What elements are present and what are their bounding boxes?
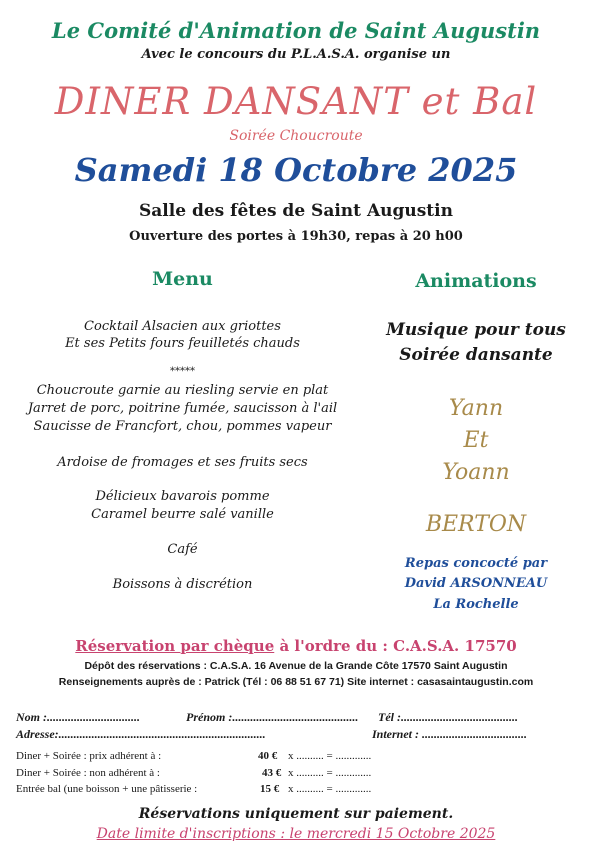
deposit-info: Dépôt des réservations : C.A.S.A. 16 Avenue de la Grande Côte 17570 Saint Augustin <box>84 660 508 672</box>
menu-heading: Menu <box>152 268 213 290</box>
artist-first-name-1: Yann <box>448 396 504 421</box>
field-nom[interactable]: Nom :............................... <box>16 710 140 724</box>
menu-separator: ***** <box>170 366 195 377</box>
event-title: DINER DANSANT et Bal <box>54 80 538 123</box>
price-label-member: Diner + Soirée : prix adhérent à : <box>16 750 162 762</box>
artist-surname: BERTON <box>425 512 527 537</box>
price-label-ball: Entrée bal (une boisson + une pâtisserie : <box>16 783 198 795</box>
reservation-line <box>0 637 592 655</box>
menu-item: Délicieux bavarois pomme <box>95 489 270 504</box>
meal-by: Repas concocté par <box>404 556 548 571</box>
field-tel[interactable]: Tél :....................................... <box>378 710 518 724</box>
menu-item: Café <box>167 542 198 557</box>
chef-name: David ARSONNEAU <box>404 576 548 591</box>
chef-city: La Rochelle <box>433 597 519 612</box>
menu-item: Cocktail Alsacien aux griottes <box>84 319 281 334</box>
event-subtitle: Soirée Choucroute <box>229 128 363 144</box>
price-quantity-member[interactable]: x .......... = ............. <box>288 750 372 762</box>
music-line-2: Soirée dansante <box>399 345 553 365</box>
price-value-non-member: 43 € <box>262 767 282 779</box>
menu-item: Et ses Petits fours feuilletés chauds <box>65 336 300 351</box>
event-date: Samedi 18 Octobre 2025 <box>74 151 518 189</box>
price-quantity-non-member[interactable]: x .......... = ............. <box>288 767 372 779</box>
field-internet[interactable]: Internet : ................................... <box>372 727 528 741</box>
field-adresse[interactable]: Adresse:..................................................................... <box>16 727 266 741</box>
music-line-1: Musique pour tous <box>386 320 566 340</box>
contest-line: Avec le concours du P.L.A.S.A. organise un <box>141 47 451 62</box>
price-value-member: 40 € <box>258 750 278 762</box>
reservation-by-cheque: Réservation par chèque <box>75 637 275 655</box>
opening-hours: Ouverture des portes à 19h30, repas à 20 h00 <box>129 229 463 244</box>
menu-item: Ardoise de fromages et ses fruits secs <box>57 455 308 470</box>
artist-first-name-2: Yoann <box>442 460 510 485</box>
price-value-ball: 15 € <box>260 783 280 795</box>
payment-note: Réservations uniquement sur paiement. <box>138 806 454 822</box>
organizer-title: Le Comité d'Animation de Saint Augustin <box>51 18 541 43</box>
animations-heading: Animations <box>415 270 537 292</box>
menu-item: Caramel beurre salé vanille <box>91 507 274 522</box>
menu-item: Jarret de porc, poitrine fumée, saucisson à l'ail <box>27 401 338 416</box>
artist-and: Et <box>463 428 489 453</box>
venue: Salle des fêtes de Saint Augustin <box>139 201 453 221</box>
price-quantity-ball[interactable]: x .......... = ............. <box>288 783 372 795</box>
price-label-non-member: Diner + Soirée : non adhérent à : <box>16 767 160 779</box>
contact-info: Renseignements auprès de : Patrick (Tél : 06 88 51 67 71) Site internet : casasaintaugustin.com <box>58 676 534 688</box>
field-prenom[interactable]: Prénom :.......................................... <box>186 710 359 724</box>
deadline-note: Date limite d'inscriptions : le mercredi 15 Octobre 2025 <box>96 826 496 842</box>
menu-item: Choucroute garnie au riesling servie en plat <box>36 383 329 398</box>
menu-item: Saucisse de Francfort, chou, pommes vapeur <box>33 419 332 434</box>
menu-item: Boissons à discrétion <box>112 577 253 592</box>
reservation-order-of: à l'ordre du : C.A.S.A. 17570 <box>274 637 517 655</box>
